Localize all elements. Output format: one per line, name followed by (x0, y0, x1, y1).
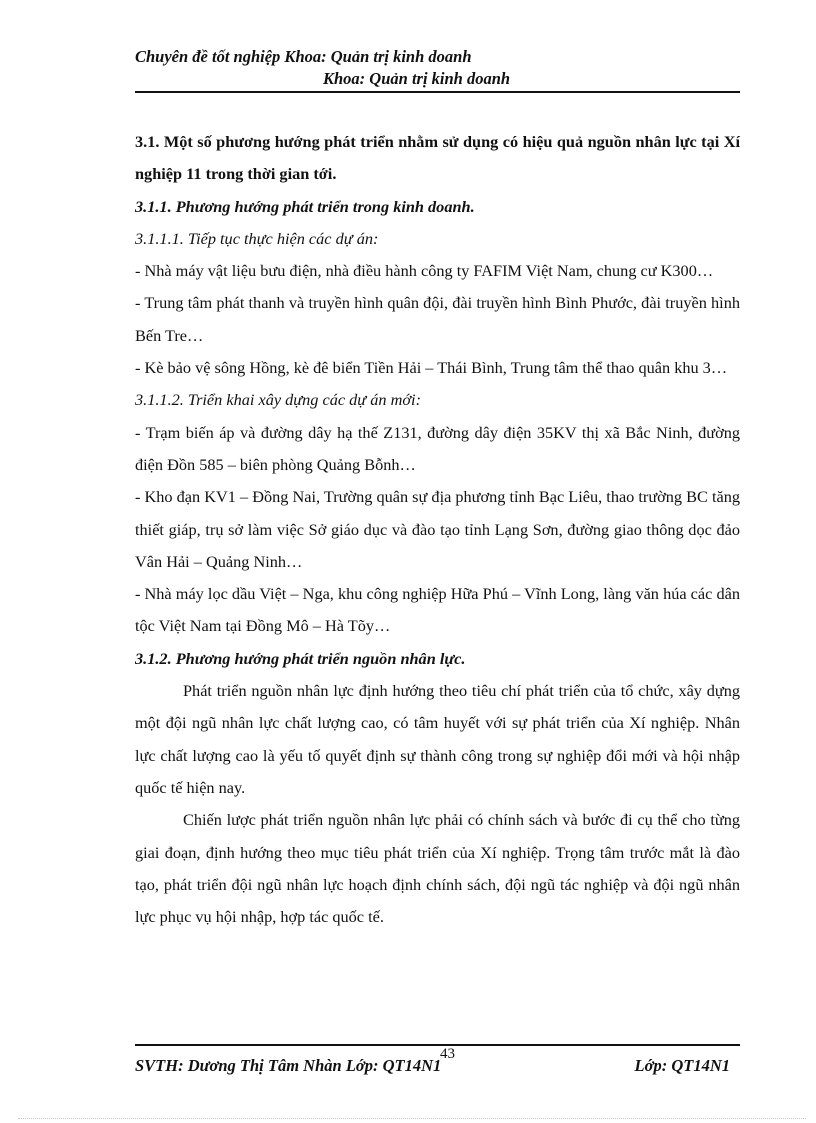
header-title: Chuyên đề tốt nghiệp Khoa: Quản trị kinh doanh (135, 47, 472, 66)
list-item: - Kè bảo vệ sông Hồng, kè đê biển Tiền Hải – Thái Bình, Trung tâm thể thao quân khu 3… (135, 358, 728, 378)
page-edge-divider (18, 1118, 806, 1119)
body-paragraph: Phát triển nguồn nhân lực định hướng theo tiêu chí phát triển của tổ chức, xây dựng một đội ngũ nhân lực chất lượng cao, có tâm huyết với sự phát triển của Xí nghiệp. Nhân lực chất lượng cao là yếu tố quyết định sự thành công trong sự nghiệp đổi mới và hội nhập quốc tế hiện nay. (135, 681, 740, 797)
page-footer (135, 1044, 740, 1080)
list-item: - Trung tâm phát thanh và truyền hình quân đội, đài truyền hình Bình Phước, đài truyền hình Bến Tre… (135, 293, 740, 345)
section-heading-3-1-1-2: 3.1.1.2. Triển khai xây dựng các dự án mới: (135, 390, 422, 410)
footer-class: Lớp: QT14N1 (634, 1056, 730, 1075)
header-subtitle: Khoa: Quản trị kinh doanh (323, 69, 511, 88)
body-paragraph: Chiến lược phát triển nguồn nhân lực phải có chính sách và bước đi cụ thể cho từng giai đoạn, định hướng theo mục tiêu phát triển của Xí nghiệp. Trọng tâm trước mắt là đào tạo, phát triển đội ngũ nhân lực hoạch định chính sách, đội ngũ tác nghiệp và đội ngũ nhân lực phục vụ hội nhập, hợp tác quốc tế. (135, 810, 740, 927)
section-heading-3-1-1: 3.1.1. Phương hướng phát triển trong kinh doanh. (135, 196, 475, 216)
section-heading-3-1-2: 3.1.2. Phương hướng phát triển nguồn nhân lực. (135, 648, 466, 668)
list-item: - Nhà máy vật liệu bưu điện, nhà điều hành công ty FAFIM Việt Nam, chung cư K300… (135, 261, 714, 281)
list-item: - Nhà máy lọc dầu Việt – Nga, khu công nghiệp Hữa Phú – Vĩnh Long, làng văn húa các dân tộc Việt Nam tại Đồng Mô – Hà Tõy… (135, 584, 740, 636)
list-item: - Kho đạn KV1 – Đồng Nai, Trường quân sự địa phương tỉnh Bạc Liêu, thao trường BC tăng thiết giáp, trụ sở làm việc Sở giáo dục và đào tạo tỉnh Lạng Sơn, đường giao thông dọc đảo Vân Hải – Quảng Ninh… (135, 487, 740, 571)
footer-author: SVTH: Dương Thị Tâm Nhàn Lớp: QT14N1 (135, 1056, 442, 1075)
page-number: 43 (440, 1046, 455, 1062)
section-heading-3-1: 3.1. Một số phương hướng phát triển nhằm sử dụng có hiệu quả nguồn nhân lực tại Xí nghiệp 11 trong thời gian tới. (135, 132, 740, 184)
document-body (135, 126, 740, 933)
section-heading-3-1-1-1: 3.1.1.1. Tiếp tục thực hiện các dự án: (135, 228, 379, 248)
list-item: - Trạm biến áp và đường dây hạ thế Z131, đường dây điện 35KV thị xã Bắc Ninh, đường điện Đồn 585 – biên phòng Quảng Bỗnh… (135, 422, 740, 474)
page-header (135, 46, 740, 93)
footer-divider (135, 1044, 740, 1046)
header-divider (135, 91, 740, 93)
